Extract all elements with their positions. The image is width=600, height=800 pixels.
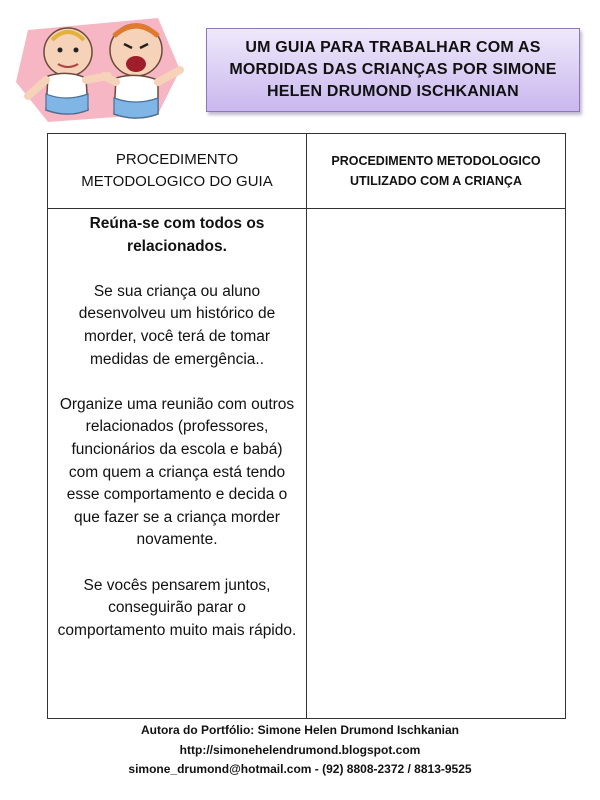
- footer: [0, 721, 600, 780]
- guide-paragraph-1: Se sua criança ou aluno desenvolveu um histórico de morder, você terá de tomar medidas de emergência..: [78, 282, 276, 368]
- footer-contact: simone_drumond@hotmail.com - (92) 8808-2372 / 8813-9525: [128, 762, 472, 776]
- column-header-child-procedure-label: PROCEDIMENTO METODOLOGICO UTILIZADO COM A CRIANÇA: [331, 154, 541, 188]
- column-header-guide-procedure: [48, 134, 306, 208]
- guide-lead-text: Reúna-se com todos os relacionados.: [89, 215, 265, 255]
- title-banner: [206, 28, 580, 112]
- page-title: UM GUIA PARA TRABALHAR COM AS MORDIDAS DAS CRIANÇAS POR SIMONE HELEN DRUMOND ISCHKANIAN: [229, 39, 557, 100]
- footer-url: http://simonehelendrumond.blogspot.com: [179, 742, 421, 757]
- footer-author: Autora do Portfólio: Simone Helen Drumond Ischkanian: [140, 723, 460, 737]
- guide-paragraph-2: Organize uma reunião com outros relacionados (professores, funcionários da escola e babá) com quem a criança está tendo esse comportamento e decida o que fazer se a criança morder novamente.: [59, 395, 295, 549]
- column-header-guide-procedure-label: PROCEDIMENTO METODOLOGICO DO GUIA: [81, 151, 273, 190]
- guide-procedure-cell: [48, 209, 306, 719]
- child-procedure-cell: [307, 209, 565, 719]
- column-header-child-procedure: [307, 134, 565, 208]
- two-babies-biting-icon: [8, 10, 200, 130]
- procedure-table: [47, 133, 566, 719]
- babies-biting-illustration: [8, 10, 200, 130]
- guide-paragraph-3: Se vocês pensarem juntos, conseguirão parar o comportamento muito mais rápido.: [57, 576, 297, 639]
